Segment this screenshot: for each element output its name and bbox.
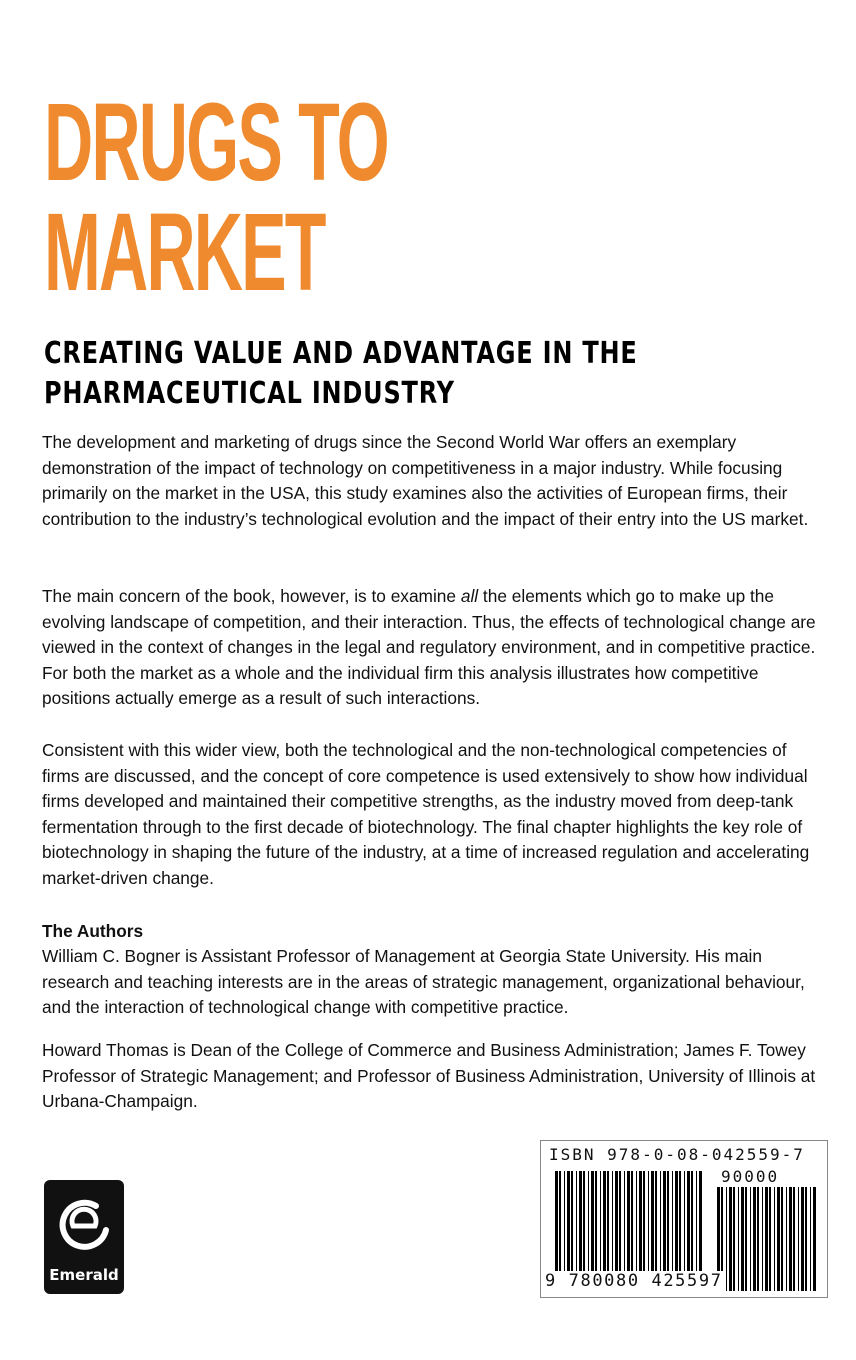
barcode-bar [777,1187,780,1291]
ean-digits: 9 780080 425597 [545,1271,723,1291]
subtitle-line-1: CREATING VALUE AND ADVANTAGE IN THE [44,336,638,371]
barcode-bar [798,1187,799,1291]
blurb-p2-emphasis: all [460,586,479,606]
blurb-p2-before: The main concern of the book, however, is to examine [42,586,461,606]
barcode-bar [789,1187,792,1291]
barcode-bar [753,1187,756,1291]
publisher-name: Emerald [49,1266,119,1284]
book-subtitle [44,334,668,414]
barcode-bar [745,1187,747,1291]
barcode-bar [774,1187,775,1291]
barcode-bar [781,1187,783,1291]
isbn-barcode [540,1140,828,1298]
barcode-bar [750,1187,751,1291]
barcode-bar [726,1187,727,1291]
author-bio-1: William C. Bogner is Assistant Professor of Management at Georgia State University. His main research and teaching interests are in the areas of strategic management, organizational behaviour, and the interaction of technological change with competitive practice. [42,946,805,1018]
authors-heading: The Authors [42,921,144,941]
barcode-bar [762,1187,763,1291]
blurb-paragraph-1: The development and marketing of drugs since the Second World War offers an exemplary demonstration of the impact of technology on competitiveness in a major industry. While focusing primarily on the market in the USA, this study examines also the activities of European firms, their contribution to the industry’s technological evolution and the impact of their entry into the US market. [42,432,809,529]
emerald-e-icon [54,1192,114,1258]
barcode-bar [805,1187,807,1291]
barcode-bar [786,1187,787,1291]
author-bio-2: Howard Thomas is Dean of the College of Commerce and Business Administration; James F. Towey Professor of Strategic Management; and Professor of Business Administration, University of Illinois at Urbana-Champaign. [42,1040,816,1112]
price-addon-text: 90000 [721,1167,780,1186]
barcode-bar [769,1187,771,1291]
barcode-bar [793,1187,795,1291]
subtitle-line-2: PHARMACEUTICAL INDUSTRY [44,376,455,411]
barcode-bar [729,1187,732,1291]
blurb-p2-after: the elements which go to make up the evolving landscape of competition, and their interaction. Thus, the effects of technological change are viewed in the context of changes in the legal and regulatory environment, and in competitive practice. For both the market as a whole and the individual firm this analysis illustrates how competitive positions actually emerge as a result of such interactions. [42,586,816,709]
title-line-2: MARKET [44,191,325,314]
barcode-bar [741,1187,744,1291]
barcode-bar [801,1187,804,1291]
barcode-bar [810,1187,811,1291]
title-line-1: DRUGS TO [44,81,388,204]
isbn-text: ISBN 978-0-08-042559-7 [549,1145,805,1164]
barcode-bar [738,1187,739,1291]
barcode-bar [765,1187,768,1291]
barcode-bar [757,1187,759,1291]
book-title [44,81,388,314]
blurb-paragraph-2 [42,584,816,712]
blurb-paragraph-3: Consistent with this wider view, both the technological and the non-technological competencies of firms are discussed, and the concept of core competence is used extensively to show how individual firms developed and maintained their competitive strengths, as the industry moved from deep-tank fermentation through to the first decade of biotechnology. The final chapter highlights the key role of biotechnology in shaping the future of the industry, at a time of increased regulation and accelerating market-driven change. [42,740,810,888]
barcode-bar [813,1187,816,1291]
publisher-logo [44,1180,124,1294]
barcode-bar [733,1187,735,1291]
